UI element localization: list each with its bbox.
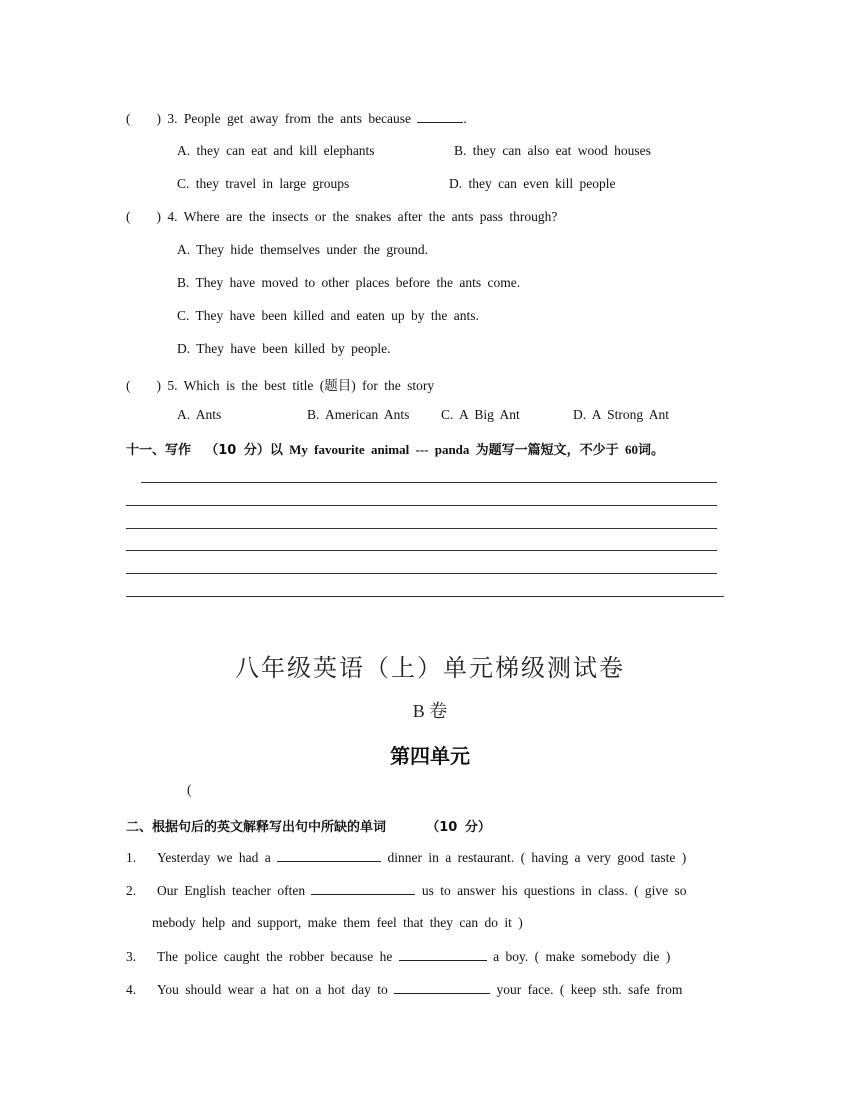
fill-item xyxy=(126,882,687,899)
item-number: 1. xyxy=(126,850,137,865)
writing-label: 十一、写作 xyxy=(126,443,192,458)
answer-blank xyxy=(417,110,463,123)
writing-line[interactable] xyxy=(126,550,717,551)
item-text-after: us to answer his questions in class. ( give so xyxy=(421,883,687,898)
q4-option-c: C. They have been killed and eaten up by the ants. xyxy=(177,308,479,323)
q3-option-c: C. they travel in large groups xyxy=(177,176,350,191)
answer-blank[interactable] xyxy=(394,981,490,994)
paper-label: B 卷 xyxy=(412,701,448,721)
fill-item xyxy=(126,849,686,866)
question-5 xyxy=(126,374,434,394)
question-3 xyxy=(126,110,467,127)
question-3-text: 3. People get away from the ants because xyxy=(167,111,412,126)
answer-blank[interactable] xyxy=(399,948,487,961)
writing-points: （10 分）以 xyxy=(205,443,283,458)
question-4-text: 4. Where are the insects or the snakes after the ants pass through? xyxy=(167,209,558,224)
unit-title: 第四单元 xyxy=(390,744,470,768)
section-2-label: 二、根据句后的英文解释写出句中所缺的单词 xyxy=(126,820,387,835)
section-2-points: （10 分） xyxy=(426,820,491,835)
item-text-after: dinner in a restaurant. ( having a very good taste ) xyxy=(387,850,687,865)
item-text-after: a boy. ( make somebody die ) xyxy=(493,949,671,964)
fill-item xyxy=(126,948,670,965)
writing-line[interactable] xyxy=(126,505,717,506)
q5-option-c: C. A Big Ant xyxy=(441,407,520,422)
answer-paren-close: ) xyxy=(156,111,161,126)
q4-option-d: D. They have been killed by people. xyxy=(177,341,391,356)
stray-paren: ( xyxy=(187,782,192,797)
question-5-text: 5. Which is the best title (题目) for the story xyxy=(167,378,435,393)
answer-paren-close: ) xyxy=(156,378,161,393)
writing-topic: My favourite animal --- panda xyxy=(289,442,470,457)
writing-line[interactable] xyxy=(141,482,717,483)
question-3-tail: . xyxy=(463,111,467,126)
answer-blank[interactable] xyxy=(277,849,381,862)
fill-item-continuation: mebody help and support, make them feel that they can do it ) xyxy=(152,915,523,930)
q3-option-a: A. they can eat and kill elephants xyxy=(177,143,375,158)
item-text-before: You should wear a hat on a hot day to xyxy=(157,982,388,997)
item-text-after: your face. ( keep sth. safe from xyxy=(496,982,683,997)
answer-blank[interactable] xyxy=(311,882,415,895)
answer-paren-open: ( xyxy=(126,209,131,224)
fill-item xyxy=(126,981,682,998)
answer-paren-open: ( xyxy=(126,111,131,126)
item-text-before: The police caught the robber because he xyxy=(157,949,393,964)
writing-instruction: 为题写一篇短文，不少于 xyxy=(475,443,619,458)
answer-paren-close: ) xyxy=(156,209,161,224)
q3-option-d: D. they can even kill people xyxy=(449,176,616,191)
answer-paren-open: ( xyxy=(126,378,131,393)
q5-option-b: B. American Ants xyxy=(307,407,410,422)
item-number: 3. xyxy=(126,949,137,964)
q5-option-d: D. A Strong Ant xyxy=(573,407,670,422)
item-number: 2. xyxy=(126,883,137,898)
writing-line[interactable] xyxy=(126,573,717,574)
writing-section-heading xyxy=(126,439,664,458)
q4-option-b: B. They have moved to other places before the ants come. xyxy=(177,275,521,290)
item-number: 4. xyxy=(126,982,137,997)
q4-option-a: A. They hide themselves under the ground. xyxy=(177,242,428,257)
writing-line[interactable] xyxy=(126,596,724,597)
q5-option-a: A. Ants xyxy=(177,407,222,422)
writing-line[interactable] xyxy=(126,528,717,529)
question-4 xyxy=(126,209,557,225)
test-title: 八年级英语（上）单元梯级测试卷 xyxy=(235,654,625,682)
item-text-before: Our English teacher often xyxy=(157,883,306,898)
writing-suffix: 词。 xyxy=(637,443,664,458)
writing-word-count: 60 xyxy=(624,442,638,457)
item-text-before: Yesterday we had a xyxy=(157,850,271,865)
section-2-heading xyxy=(126,816,491,835)
q3-option-b: B. they can also eat wood houses xyxy=(454,143,651,158)
